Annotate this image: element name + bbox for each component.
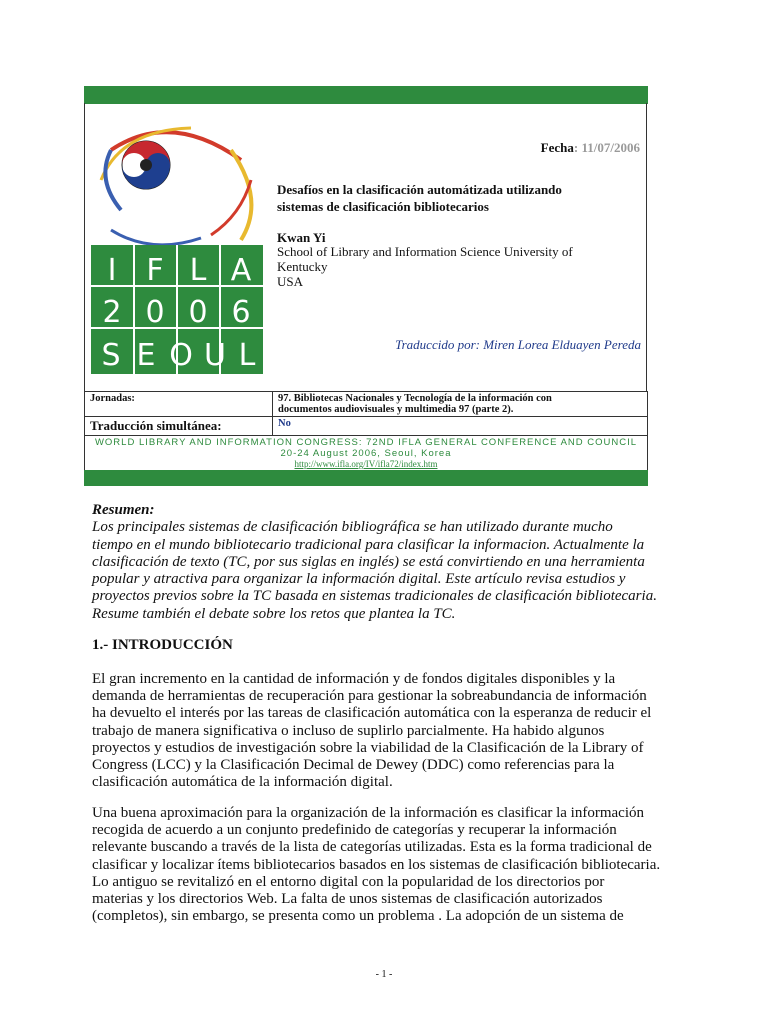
paragraph-line: materias y los directorios Web. La falta de unos sistemas de clasificación autorizados (92, 891, 603, 908)
document-date (400, 140, 640, 156)
abstract-line: Resume también el debate sobre los retos que plantea la TC. (92, 605, 456, 622)
congress-link[interactable]: http://www.ifla.org/IV/ifla72/index.htm (294, 459, 438, 469)
paragraph-line: clasificación automática de la información digital. (92, 774, 393, 791)
logo-letter: 2 (102, 295, 122, 330)
paragraph-line: Una buena aproximación para la organización de la información es clasificar la información (92, 805, 644, 821)
table-row (85, 436, 648, 474)
logo-letter: U (204, 338, 226, 373)
logo-letter: S (101, 338, 121, 373)
logo-letter: 6 (231, 295, 251, 330)
traduccion-value: No (273, 417, 648, 436)
body-paragraph (92, 805, 692, 925)
ifla-2006-seoul-logo (91, 120, 263, 374)
paragraph-line: recogida de acuerdo a un conjunto predefinido de categorías y recuperar la información (92, 822, 617, 839)
logo-letter: I (107, 253, 117, 288)
table-row (85, 392, 648, 417)
paragraph-line: (completos), sin embargo, se presenta como un problema . La adopción de un sistema de (92, 908, 624, 925)
logo-letter: L (238, 338, 256, 373)
header-bottom-bar (84, 470, 648, 486)
jornadas-value-line: documentos audiovisuales y multimedia 97 (parte 2). (278, 404, 514, 415)
page-number: - 1 - (375, 969, 393, 980)
paragraph-line: ha devuelto el interés por las tareas de clasificación automática con la esperanza de reducir el (92, 705, 652, 722)
affiliation-line: USA (277, 274, 304, 289)
paragraph-line: El gran incremento en la cantidad de información y de fondos digitales disponibles y la (92, 671, 616, 687)
translator-credit: Traduccido por: Miren Lorea Elduayen Pereda (395, 337, 641, 352)
traduccion-label: Traducción simultánea: (85, 417, 273, 436)
paragraph-line: trabajo de manera significativa o incluso de suplirlo parcialmente. Ha habido algunos (92, 722, 605, 739)
abstract-line: popular y atractiva para organizar la información digital. Este artículo revisa estudios y (92, 571, 626, 588)
paragraph-line: proyectos y estudios de investigación sobre la viabilidad de la Clasificación de la Library of (92, 739, 644, 756)
logo-letter: A (230, 253, 252, 288)
body-paragraph (92, 671, 692, 791)
congress-info (85, 436, 648, 474)
date-label: Fecha (540, 140, 574, 155)
jornadas-value (273, 392, 648, 417)
author-affiliation (277, 244, 627, 289)
congress-dates: 20-24 August 2006, Seoul, Korea (280, 448, 452, 459)
logo-letter: F (146, 253, 164, 288)
session-info-table (84, 391, 648, 474)
paragraph-line: demanda de herramientas de recuperación para gestionar la sobreabundancia de información (92, 688, 647, 705)
paragraph-line: Lo antiguo se revitalizó en el entorno digital con la popularidad de los directorios por (92, 873, 605, 890)
abstract-line: clasificación de texto (TC, por sus siglas en inglés) se está convirtiendo en una herramienta (92, 553, 645, 570)
logo-letter: E (136, 338, 156, 373)
logo-letter: O (169, 338, 193, 373)
author-name: Kwan Yi (277, 230, 326, 245)
date-value: 11/07/2006 (581, 140, 640, 155)
abstract-line: tiempo en el mundo bibliotecario tradicional para clasificar la informacion. Actualmente la (92, 536, 645, 553)
logo-letter: 0 (145, 295, 165, 330)
abstract-line: Los principales sistemas de clasificación bibliográfica se han utilizado durante mucho (92, 519, 613, 536)
jornadas-label: Jornadas: (85, 392, 273, 417)
paragraph-line: relevante buscando a través de la lista de categorías utilizadas. Esta es la forma tradicional de (92, 839, 652, 856)
paper-title (277, 181, 627, 215)
affiliation-line: Kentucky (277, 259, 328, 274)
paragraph-line: Congress (LCC) y la Clasificación Decimal de Dewey (DDC) como referencias para la (92, 757, 615, 774)
congress-title: WORLD LIBRARY AND INFORMATION CONGRESS: 72ND IFLA GENERAL CONFERENCE AND COUNCIL (94, 437, 638, 448)
logo-letter: 0 (188, 295, 208, 330)
date-separator: : (573, 140, 582, 155)
logo-letter: L (189, 253, 207, 288)
header-top-bar (84, 86, 648, 104)
paper-title-line: sistemas de clasificación bibliotecarios (277, 199, 489, 214)
section-heading: 1.- INTRODUCCIÓN (92, 637, 233, 653)
table-row (85, 417, 648, 436)
abstract (92, 502, 692, 623)
affiliation-line: School of Library and Information Science University of (277, 244, 573, 259)
jornadas-value-line: 97. Bibliotecas Nacionales y Tecnología de la información con (278, 393, 552, 404)
paper-title-line: Desafíos en la clasificación automátizada utilizando (277, 182, 562, 197)
abstract-line: proyectos previos sobre la TC basada en sistemas tradicionales de clasificación bibliotecaria. (92, 588, 657, 605)
abstract-heading: Resumen: (92, 502, 155, 518)
paragraph-line: clasificar y localizar ítems bibliotecarios basados en los sistemas de clasificación bibliotecaria. (92, 856, 661, 873)
